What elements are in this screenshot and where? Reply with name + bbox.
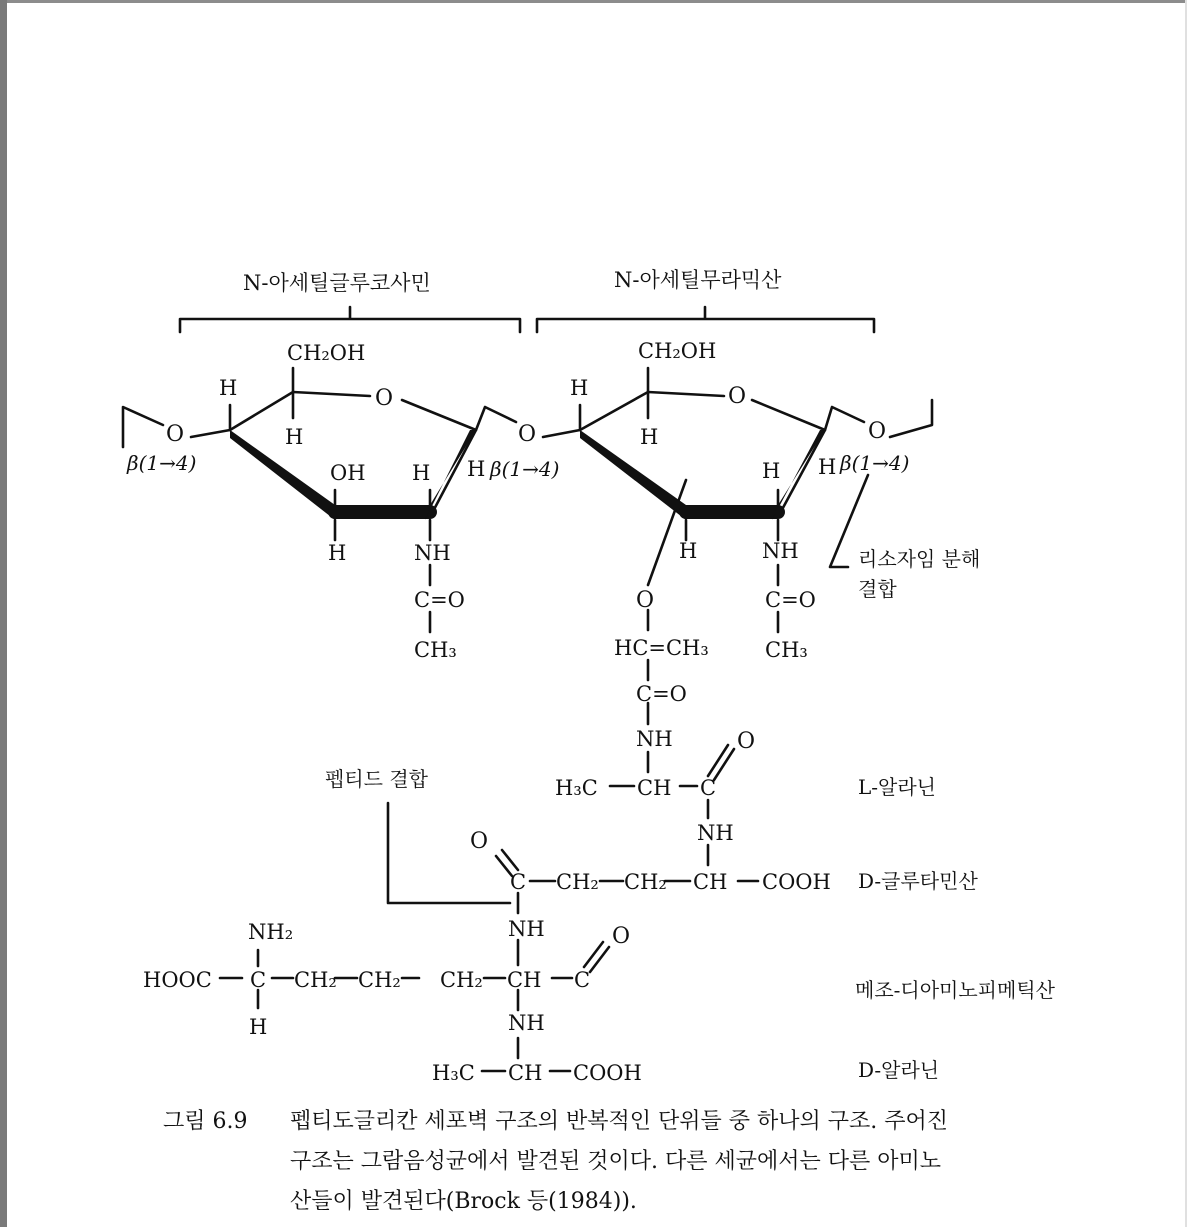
chem-atom-label: NH₂ bbox=[248, 920, 294, 944]
chem-atom-label: NH bbox=[762, 539, 799, 563]
chem-atom-label: CH₂OH bbox=[638, 339, 717, 363]
chem-atom-label: NH bbox=[414, 541, 451, 565]
chem-atom-label: CH₂ bbox=[358, 968, 401, 992]
chem-atom-label: O bbox=[518, 422, 537, 447]
chem-atom-label: CH₂OH bbox=[287, 341, 366, 365]
chem-atom-label: O bbox=[737, 729, 756, 754]
nam-label: N-아세틸무라믹산 bbox=[614, 268, 782, 292]
peptide-bond-label: 펩티드 결합 bbox=[325, 767, 428, 791]
chem-atom-label: H bbox=[467, 457, 486, 481]
peptide-bond-pointer bbox=[388, 803, 510, 903]
chem-atom-label: O bbox=[612, 924, 631, 949]
chem-atom-label: β(1→4) bbox=[490, 457, 560, 481]
chem-atom-label: O bbox=[728, 384, 747, 409]
caption-line-2: 구조는 그람음성균에서 발견된 것이다. 다른 세균에서는 다른 아미노 bbox=[290, 1149, 942, 1174]
lysozyme-label-2: 결합 bbox=[858, 577, 897, 601]
ring1-wedge bbox=[230, 430, 335, 520]
chem-atom-label: H bbox=[285, 425, 304, 449]
chem-atom-label: CH bbox=[637, 776, 672, 800]
chem-atom-label: β(1→4) bbox=[840, 451, 910, 475]
nam-bracket bbox=[537, 307, 874, 332]
d-glu-label: D-글루타민산 bbox=[858, 869, 978, 893]
chem-atom-label: H bbox=[219, 376, 238, 400]
chem-atom-label: CH₃ bbox=[765, 638, 808, 662]
chem-atom-label: CH₂ bbox=[440, 968, 483, 992]
chem-atom-label: O bbox=[636, 588, 655, 613]
chem-atom-label: COOH bbox=[573, 1061, 642, 1085]
chem-atom-label: O bbox=[470, 829, 489, 854]
chem-atom-label: C bbox=[700, 776, 717, 800]
chem-atom-label: C=O bbox=[765, 588, 816, 612]
chem-atom-label: C bbox=[250, 968, 267, 992]
chem-atom-label: H bbox=[679, 539, 698, 563]
chem-atom-label: HC=CH₃ bbox=[614, 636, 709, 660]
figure-number: 그림 6.9 bbox=[163, 1109, 248, 1134]
chem-atom-label: β(1→4) bbox=[127, 451, 197, 475]
chem-atom-label: COOH bbox=[762, 870, 831, 894]
nag-label: N-아세틸글루코사민 bbox=[243, 271, 431, 295]
chem-atom-label: C bbox=[574, 968, 591, 992]
chem-atom-label: H bbox=[328, 541, 347, 565]
chem-atom-label: O bbox=[166, 422, 185, 447]
chem-atom-label: O bbox=[375, 386, 394, 411]
chem-atom-label: O bbox=[868, 419, 887, 444]
chem-atom-label: H bbox=[249, 1015, 268, 1039]
chem-atom-label: CH bbox=[508, 1061, 543, 1085]
caption-line-1: 펩티도글리칸 세포벽 구조의 반복적인 단위들 중 하나의 구조. 주어진 bbox=[290, 1109, 948, 1134]
chem-atom-label: H bbox=[640, 425, 659, 449]
chem-atom-label: CH₂ bbox=[294, 968, 337, 992]
chem-atom-label: C bbox=[510, 870, 527, 894]
chem-atom-label: CH₂ bbox=[556, 870, 599, 894]
chem-atom-label: NH bbox=[508, 917, 545, 941]
chem-atom-label: H₃C bbox=[555, 776, 598, 800]
chem-atom-label: H bbox=[762, 459, 781, 483]
d-ala-label: D-알라닌 bbox=[858, 1058, 940, 1082]
chem-atom-label: CH bbox=[693, 870, 728, 894]
chem-atom-label: H bbox=[570, 376, 589, 400]
ring1-outline bbox=[230, 392, 476, 517]
chem-atom-label: HOOC bbox=[143, 968, 212, 992]
chem-atom-label: NH bbox=[508, 1011, 545, 1035]
l-ala-label: L-알라닌 bbox=[858, 775, 936, 799]
chem-atom-label: OH bbox=[330, 461, 366, 485]
chem-atom-label: CH₃ bbox=[414, 638, 457, 662]
dap-label: 메조-디아미노피메틱산 bbox=[855, 978, 1055, 1002]
chem-atom-label: CH₂ bbox=[624, 870, 667, 894]
chem-atom-label: C=O bbox=[414, 588, 465, 612]
chem-atom-label: H₃C bbox=[432, 1061, 475, 1085]
ring2-outline bbox=[580, 392, 825, 517]
ring2-wedge bbox=[580, 430, 686, 520]
chem-atom-label: NH bbox=[636, 727, 673, 751]
nag-bracket bbox=[180, 307, 520, 332]
chem-atom-label: NH bbox=[697, 821, 734, 845]
chem-atom-label: C=O bbox=[636, 682, 687, 706]
chem-atom-label: H bbox=[818, 455, 837, 479]
chem-atom-label: CH bbox=[507, 968, 542, 992]
lysozyme-label: 리소자임 분해 bbox=[858, 547, 981, 571]
chem-atom-label: H bbox=[412, 461, 431, 485]
caption-line-3: 산들이 발견된다(Brock 등(1984)). bbox=[290, 1189, 637, 1214]
